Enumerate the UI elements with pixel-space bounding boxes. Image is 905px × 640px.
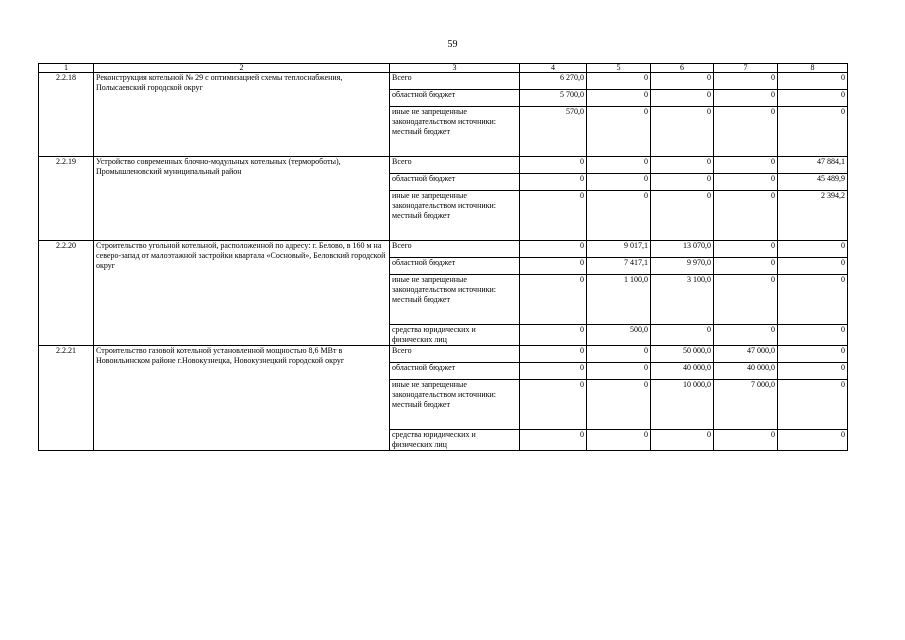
measure-code: 2.2.19 xyxy=(39,157,94,241)
amount-cell: 0 xyxy=(714,174,778,191)
funding-source-label: местный бюджет xyxy=(392,295,450,304)
amount-cell: 0 xyxy=(587,430,651,451)
funding-source xyxy=(390,73,520,90)
funding-source-label: областной бюджет xyxy=(392,90,456,99)
amount-cell: 0 xyxy=(714,90,778,107)
amount-cell: 0 xyxy=(714,325,778,346)
amount-cell: 0 xyxy=(587,380,651,430)
amount-cell: 0 xyxy=(778,258,848,275)
funding-source-label: местный бюджет xyxy=(392,127,450,136)
amount-cell: 0 xyxy=(520,241,587,258)
funding-source-label: местный бюджет xyxy=(392,211,450,220)
amount-cell: 0 xyxy=(651,157,714,174)
column-header: 2 xyxy=(94,64,390,73)
amount-cell: 0 xyxy=(778,430,848,451)
amount-cell: 0 xyxy=(778,275,848,325)
amount-cell: 47 884,1 xyxy=(778,157,848,174)
funding-source-label: областной бюджет xyxy=(392,174,456,183)
amount-cell: 0 xyxy=(520,346,587,363)
table-row xyxy=(39,157,848,174)
amount-cell: 0 xyxy=(714,191,778,241)
amount-cell: 50 000,0 xyxy=(651,346,714,363)
funding-source xyxy=(390,107,520,157)
amount-cell: 0 xyxy=(714,157,778,174)
amount-cell: 0 xyxy=(778,363,848,380)
amount-cell: 47 000,0 xyxy=(714,346,778,363)
funding-source xyxy=(390,157,520,174)
amount-cell: 3 100,0 xyxy=(651,275,714,325)
amount-cell: 0 xyxy=(587,174,651,191)
funding-source-label: Всего xyxy=(392,73,412,82)
amount-cell: 0 xyxy=(520,363,587,380)
funding-source-note: иные не запрещенные законодательством источники: xyxy=(392,107,497,126)
measure-name: Строительство угольной котельной, расположенной по адресу: г. Белово, в 160 м на северо-запад от малоэтажной застройки квартала «Сосновый», Беловский городской округ xyxy=(94,241,390,346)
amount-cell: 9 017,1 xyxy=(587,241,651,258)
amount-cell: 0 xyxy=(651,325,714,346)
amount-cell: 7 000,0 xyxy=(714,380,778,430)
column-header: 3 xyxy=(390,64,520,73)
funding-source-label: областной бюджет xyxy=(392,363,456,372)
table-row xyxy=(39,73,848,90)
table-row xyxy=(39,346,848,363)
funding-source-label: Всего xyxy=(392,157,412,166)
funding-source-label: средства юридических и физических лиц xyxy=(392,430,476,449)
amount-cell: 0 xyxy=(651,430,714,451)
amount-cell: 2 394,2 xyxy=(778,191,848,241)
amount-cell: 0 xyxy=(520,275,587,325)
amount-cell: 0 xyxy=(778,107,848,157)
amount-cell: 0 xyxy=(714,241,778,258)
amount-cell: 0 xyxy=(714,107,778,157)
amount-cell: 5 700,0 xyxy=(520,90,587,107)
funding-source-label: областной бюджет xyxy=(392,258,456,267)
amount-cell: 0 xyxy=(520,325,587,346)
funding-source xyxy=(390,90,520,107)
amount-cell: 9 970,0 xyxy=(651,258,714,275)
amount-cell: 40 000,0 xyxy=(714,363,778,380)
amount-cell: 0 xyxy=(587,191,651,241)
table-row xyxy=(39,241,848,258)
amount-cell: 0 xyxy=(587,363,651,380)
funding-source xyxy=(390,258,520,275)
funding-source xyxy=(390,325,520,346)
amount-cell: 0 xyxy=(520,380,587,430)
measure-code: 2.2.21 xyxy=(39,346,94,451)
amount-cell: 500,0 xyxy=(587,325,651,346)
funding-source-note: иные не запрещенные законодательством источники: xyxy=(392,191,497,210)
funding-source-note: иные не запрещенные законодательством источники: xyxy=(392,380,497,399)
amount-cell: 0 xyxy=(651,174,714,191)
amount-cell: 1 100,0 xyxy=(587,275,651,325)
amount-cell: 45 489,9 xyxy=(778,174,848,191)
amount-cell: 0 xyxy=(651,73,714,90)
amount-cell: 0 xyxy=(587,346,651,363)
funding-source-label: местный бюджет xyxy=(392,400,450,409)
amount-cell: 0 xyxy=(714,73,778,90)
amount-cell: 0 xyxy=(587,107,651,157)
amount-cell: 0 xyxy=(778,241,848,258)
amount-cell: 0 xyxy=(714,430,778,451)
column-header: 6 xyxy=(651,64,714,73)
measure-code: 2.2.20 xyxy=(39,241,94,346)
amount-cell: 0 xyxy=(520,191,587,241)
amount-cell: 0 xyxy=(587,73,651,90)
header-row xyxy=(39,64,848,73)
measure-name: Строительство газовой котельной установленной мощностью 8,6 МВт в Новоильинском районе г.Новокузнецка, Новокузнецкий городской округ xyxy=(94,346,390,451)
column-header: 1 xyxy=(39,64,94,73)
funding-source xyxy=(390,241,520,258)
amount-cell: 13 070,0 xyxy=(651,241,714,258)
funding-source xyxy=(390,191,520,241)
amount-cell: 0 xyxy=(520,258,587,275)
amount-cell: 0 xyxy=(587,90,651,107)
amount-cell: 0 xyxy=(778,325,848,346)
funding-source-note: иные не запрещенные законодательством источники: xyxy=(392,275,497,294)
funding-source xyxy=(390,346,520,363)
measure-name: Устройство современных блочно-модульных котельных (термороботы), Промышленовский муниципальный район xyxy=(94,157,390,241)
column-header: 4 xyxy=(520,64,587,73)
page-number: 59 xyxy=(447,39,458,50)
amount-cell: 0 xyxy=(651,191,714,241)
amount-cell: 570,0 xyxy=(520,107,587,157)
amount-cell: 0 xyxy=(651,90,714,107)
funding-source xyxy=(390,363,520,380)
amount-cell: 0 xyxy=(778,73,848,90)
amount-cell: 0 xyxy=(778,90,848,107)
funding-source xyxy=(390,174,520,191)
financing-table xyxy=(38,63,848,451)
funding-source xyxy=(390,430,520,451)
measure-code: 2.2.18 xyxy=(39,73,94,157)
amount-cell: 0 xyxy=(520,430,587,451)
funding-source-label: Всего xyxy=(392,346,412,355)
column-header: 5 xyxy=(587,64,651,73)
amount-cell: 0 xyxy=(520,174,587,191)
funding-source xyxy=(390,275,520,325)
amount-cell: 7 417,1 xyxy=(587,258,651,275)
column-header: 7 xyxy=(714,64,778,73)
amount-cell: 0 xyxy=(651,107,714,157)
amount-cell: 0 xyxy=(714,275,778,325)
amount-cell: 6 270,0 xyxy=(520,73,587,90)
funding-source xyxy=(390,380,520,430)
funding-source-label: средства юридических и физических лиц xyxy=(392,325,476,344)
amount-cell: 40 000,0 xyxy=(651,363,714,380)
amount-cell: 0 xyxy=(714,258,778,275)
funding-source-label: Всего xyxy=(392,241,412,250)
amount-cell: 0 xyxy=(778,380,848,430)
amount-cell: 0 xyxy=(520,157,587,174)
column-header: 8 xyxy=(778,64,848,73)
amount-cell: 10 000,0 xyxy=(651,380,714,430)
amount-cell: 0 xyxy=(587,157,651,174)
amount-cell: 0 xyxy=(778,346,848,363)
measure-name: Реконструкция котельной № 29 с оптимизацией схемы теплоснабжения, Полысаевский городской округ xyxy=(94,73,390,157)
